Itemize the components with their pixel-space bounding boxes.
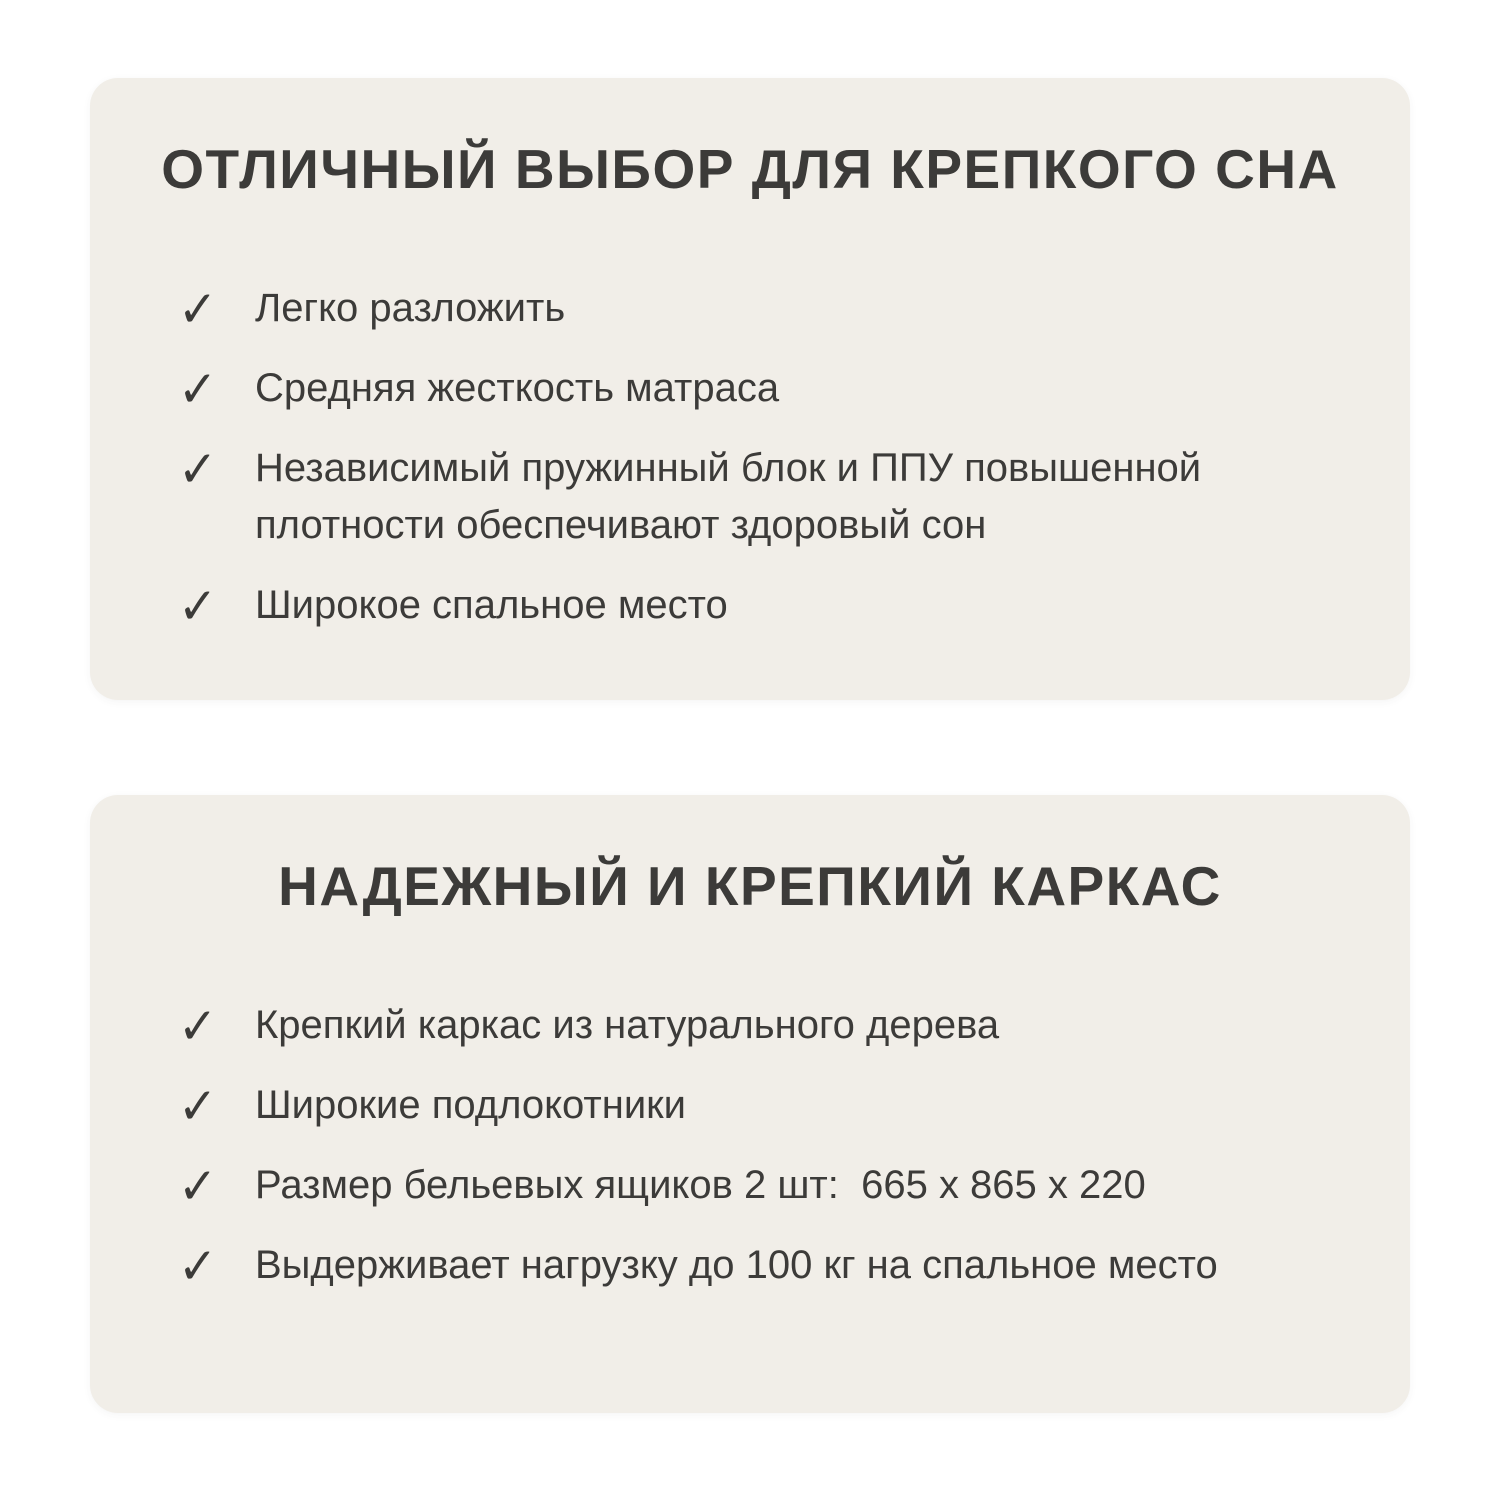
benefits-card-frame — [90, 795, 1410, 1413]
list-item — [178, 577, 1355, 634]
feature-list — [90, 280, 1410, 634]
feature-text: Средняя жесткость матраса — [255, 366, 780, 410]
list-item — [178, 280, 1355, 337]
list-item — [178, 1077, 1355, 1134]
list-item — [178, 997, 1355, 1054]
check-icon: ✓ — [178, 439, 218, 498]
benefits-card-sleep — [90, 78, 1410, 700]
check-icon: ✓ — [178, 359, 218, 418]
check-icon: ✓ — [178, 1236, 218, 1295]
feature-text: Легко разложить — [255, 286, 566, 330]
feature-text: Крепкий каркас из натурального дерева — [255, 1003, 1000, 1047]
check-icon: ✓ — [178, 1156, 218, 1215]
card-title: ОТЛИЧНЫЙ ВЫБОР ДЛЯ КРЕПКОГО СНА — [161, 138, 1339, 200]
feature-text: Независимый пружинный блок и ППУ повышенной плотности обеспечивают здоровый сон — [255, 446, 1213, 547]
check-icon: ✓ — [178, 576, 218, 635]
check-icon: ✓ — [178, 996, 218, 1055]
list-item — [178, 1237, 1355, 1294]
list-item — [178, 1157, 1355, 1214]
check-icon: ✓ — [178, 1076, 218, 1135]
check-icon: ✓ — [178, 279, 218, 338]
list-item — [178, 360, 1355, 417]
feature-text: Размер бельевых ящиков 2 шт: 665 х 865 х 220 — [255, 1163, 1146, 1207]
feature-list — [90, 997, 1410, 1294]
feature-text: Широкие подлокотники — [255, 1083, 687, 1127]
card-title: НАДЕЖНЫЙ И КРЕПКИЙ КАРКАС — [278, 855, 1222, 917]
feature-text: Широкое спальное место — [255, 583, 728, 627]
feature-text: Выдерживает нагрузку до 100 кг на спальное место — [255, 1243, 1218, 1287]
list-item — [178, 440, 1355, 554]
